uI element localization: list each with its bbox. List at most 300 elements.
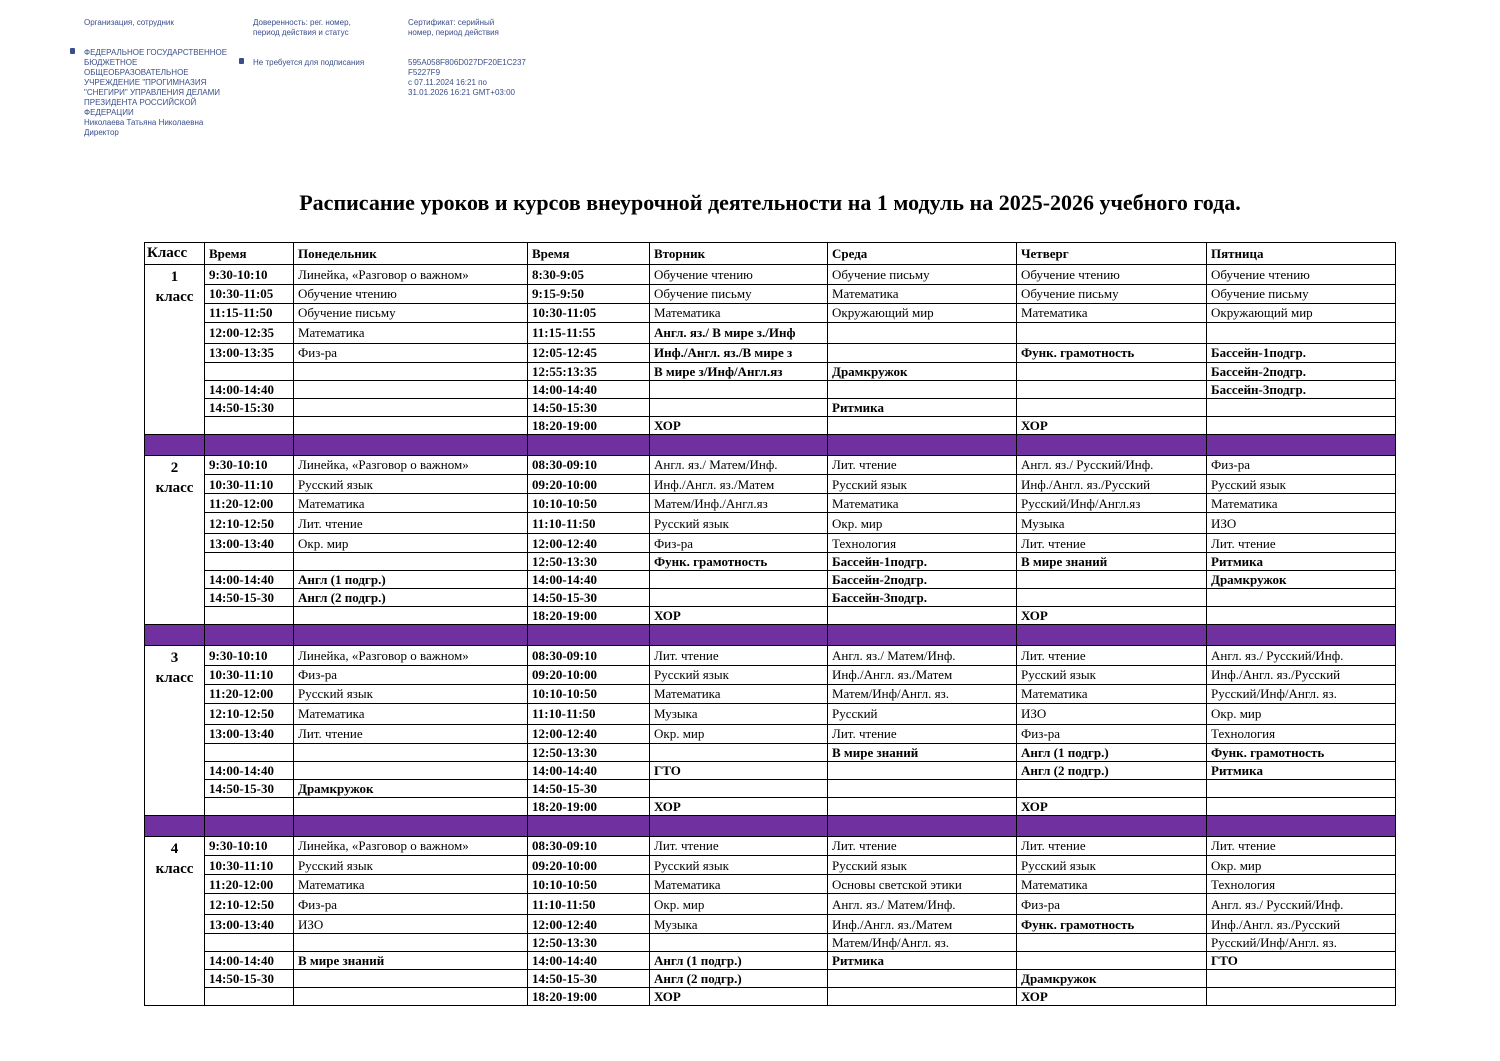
time-cell: [205, 988, 294, 1006]
lesson-cell: Математика: [294, 875, 528, 894]
lesson-cell: Русский язык: [828, 856, 1017, 875]
table-row: [145, 398, 1396, 416]
time-cell: 11:15-11:55: [528, 322, 650, 343]
lesson-cell: Англ. яз./ Русский/Инф.: [1017, 455, 1207, 475]
signature-poa-header-line: период действия и статус: [253, 28, 349, 37]
time-cell: [205, 743, 294, 761]
lesson-cell: Русский/Инф/Англ.яз: [1017, 494, 1207, 513]
separator-cell: [650, 815, 828, 836]
lesson-cell: [1207, 589, 1396, 607]
separator-cell: [528, 625, 650, 646]
time-cell: 09:20-10:00: [528, 665, 650, 684]
signature-cert-line: F5227F9: [408, 68, 441, 77]
table-row: [145, 455, 1396, 475]
signature-cert-line: 595A058F806D027DF20E1C237: [408, 58, 526, 67]
lesson-cell: Лит. чтение: [1017, 534, 1207, 553]
lesson-cell: Музыка: [650, 703, 828, 724]
lesson-cell: Функ. грамотность: [1017, 915, 1207, 934]
lesson-cell: Окр. мир: [1207, 856, 1396, 875]
lesson-cell: Лит. чтение: [650, 646, 828, 666]
time-cell: 14:50-15:30: [528, 398, 650, 416]
lesson-cell: Лит. чтение: [650, 836, 828, 856]
lesson-cell: [294, 743, 528, 761]
lesson-cell: [650, 589, 828, 607]
table-row: [145, 836, 1396, 856]
table-row: [145, 703, 1396, 724]
lesson-cell: [828, 322, 1017, 343]
time-cell: 12:10-12:50: [205, 703, 294, 724]
lesson-cell: Драмкружок: [828, 362, 1017, 380]
lesson-cell: Обучение письму: [1207, 284, 1396, 303]
lesson-cell: Драмкружок: [294, 779, 528, 797]
table-row: [145, 534, 1396, 553]
lesson-cell: [828, 416, 1017, 434]
separator-cell: [1017, 815, 1207, 836]
class-label: [145, 646, 205, 816]
signature-poa-header: [253, 18, 364, 38]
table-row: [145, 607, 1396, 625]
separator-cell: [650, 434, 828, 455]
signature-org-line: Директор: [84, 128, 119, 137]
signature-org-line: УЧРЕЖДЕНИЕ "ПРОГИМНАЗИЯ: [84, 78, 207, 87]
time-cell: 10:10-10:50: [528, 684, 650, 703]
lesson-cell: Ритмика: [1207, 553, 1396, 571]
table-row: [145, 571, 1396, 589]
lesson-cell: Физ-ра: [650, 534, 828, 553]
time-cell: 14:50-15-30: [205, 779, 294, 797]
lesson-cell: [828, 797, 1017, 815]
lesson-cell: Основы светской этики: [828, 875, 1017, 894]
lesson-cell: ХОР: [650, 416, 828, 434]
lesson-cell: Окр. мир: [828, 513, 1017, 534]
time-cell: 9:15-9:50: [528, 284, 650, 303]
time-cell: 08:30-09:10: [528, 455, 650, 475]
signature-cert-header: [408, 18, 526, 38]
lesson-cell: Англ. яз./ Русский/Инф.: [1207, 646, 1396, 666]
time-cell: 14:00-14:40: [205, 380, 294, 398]
lesson-cell: ХОР: [1017, 988, 1207, 1006]
lesson-cell: Физ-ра: [1017, 724, 1207, 743]
lesson-cell: [294, 607, 528, 625]
class-label: [145, 836, 205, 1006]
lesson-cell: Математика: [828, 284, 1017, 303]
lesson-cell: Окружающий мир: [828, 303, 1017, 322]
lesson-cell: Функ. грамотность: [1207, 743, 1396, 761]
lesson-cell: Бассейн-1подгр.: [1207, 343, 1396, 362]
lesson-cell: [828, 779, 1017, 797]
table-row: [145, 589, 1396, 607]
lesson-cell: Инф./Англ. яз./Матем: [828, 915, 1017, 934]
time-cell: 12:50-13:30: [528, 553, 650, 571]
signature-org-value: [84, 48, 227, 138]
table-row: [145, 665, 1396, 684]
lesson-cell: Бассейн-3подгр.: [1207, 380, 1396, 398]
table-row: [145, 475, 1396, 494]
separator-cell: [650, 625, 828, 646]
lesson-cell: [828, 343, 1017, 362]
lesson-cell: [1017, 571, 1207, 589]
lesson-cell: ИЗО: [1207, 513, 1396, 534]
lesson-cell: [1207, 398, 1396, 416]
table-row: [145, 894, 1396, 915]
lesson-cell: Англ. яз./ Матем/Инф.: [828, 646, 1017, 666]
lesson-cell: Англ (2 подгр.): [294, 589, 528, 607]
table-row: [145, 343, 1396, 362]
class-label-line: класс: [155, 860, 194, 877]
signature-certificate: [408, 18, 526, 98]
time-cell: 14:00-14:40: [205, 761, 294, 779]
separator-cell: [145, 625, 205, 646]
lesson-cell: Обучение чтению: [294, 284, 528, 303]
lesson-cell: Обучение письму: [1017, 284, 1207, 303]
lesson-cell: Математика: [650, 875, 828, 894]
separator-cell: [294, 625, 528, 646]
lesson-cell: Матем/Инф/Англ. яз.: [828, 684, 1017, 703]
lesson-cell: Физ-ра: [294, 665, 528, 684]
separator-cell: [828, 434, 1017, 455]
table-row: [145, 724, 1396, 743]
class-label-line: класс: [155, 479, 194, 496]
lesson-cell: Русский язык: [294, 684, 528, 703]
lesson-cell: Технология: [1207, 875, 1396, 894]
lesson-cell: Обучение чтению: [1017, 265, 1207, 285]
lesson-cell: Линейка, «Разговор о важном»: [294, 455, 528, 475]
lesson-cell: ИЗО: [294, 915, 528, 934]
lesson-cell: В мире знаний: [1017, 553, 1207, 571]
separator-cell: [1017, 434, 1207, 455]
lesson-cell: Окружающий мир: [1207, 303, 1396, 322]
lesson-cell: [294, 970, 528, 988]
lesson-cell: Англ. яз./ В мире з./Инф: [650, 322, 828, 343]
time-cell: 14:50-15-30: [528, 779, 650, 797]
separator-cell: [294, 815, 528, 836]
signature-power-of-attorney: [253, 18, 364, 68]
lesson-cell: ХОР: [650, 607, 828, 625]
lesson-cell: [294, 362, 528, 380]
time-cell: 14:50-15-30: [205, 970, 294, 988]
lesson-cell: ХОР: [650, 988, 828, 1006]
class-separator-row: [145, 434, 1396, 455]
separator-cell: [145, 434, 205, 455]
lesson-cell: Математика: [650, 303, 828, 322]
lesson-cell: [1017, 952, 1207, 970]
time-cell: 11:15-11:50: [205, 303, 294, 322]
lesson-cell: [650, 743, 828, 761]
lesson-cell: Линейка, «Разговор о важном»: [294, 646, 528, 666]
lesson-cell: [1207, 970, 1396, 988]
lesson-cell: Бассейн-1подгр.: [828, 553, 1017, 571]
time-cell: [205, 934, 294, 952]
lesson-cell: [650, 398, 828, 416]
lesson-cell: Лит. чтение: [828, 724, 1017, 743]
schedule-table: [144, 242, 1396, 1006]
class-separator-row: [145, 815, 1396, 836]
time-cell: 09:20-10:00: [528, 475, 650, 494]
lesson-cell: [294, 988, 528, 1006]
class-label-line: 3: [170, 650, 179, 666]
lesson-cell: [294, 416, 528, 434]
time-cell: 12:50-13:30: [528, 934, 650, 952]
lesson-cell: Окр. мир: [1207, 703, 1396, 724]
class-label: [145, 265, 205, 435]
time-cell: 10:30-11:10: [205, 856, 294, 875]
lesson-cell: [294, 797, 528, 815]
separator-cell: [205, 625, 294, 646]
lesson-cell: [650, 779, 828, 797]
time-cell: 12:55:13:35: [528, 362, 650, 380]
lesson-cell: В мире знаний: [294, 952, 528, 970]
lesson-cell: Обучение письму: [650, 284, 828, 303]
lesson-cell: Лит. чтение: [828, 836, 1017, 856]
lesson-cell: [1017, 362, 1207, 380]
separator-cell: [145, 815, 205, 836]
seal-icon: [70, 48, 75, 54]
lesson-cell: Лит. чтение: [1207, 534, 1396, 553]
class-label-line: класс: [155, 670, 194, 686]
lesson-cell: Технология: [828, 534, 1017, 553]
separator-cell: [1017, 625, 1207, 646]
class-separator-row: [145, 625, 1396, 646]
lesson-cell: [650, 380, 828, 398]
lesson-cell: [1017, 398, 1207, 416]
time-cell: [205, 797, 294, 815]
lesson-cell: Обучение чтению: [1207, 265, 1396, 285]
time-cell: [205, 362, 294, 380]
signature-org-line: ОБЩЕОБРАЗОВАТЕЛЬНОЕ: [84, 68, 189, 77]
lesson-cell: Бассейн-3подгр.: [828, 589, 1017, 607]
lesson-cell: Русский язык: [828, 475, 1017, 494]
lesson-cell: Физ-ра: [294, 343, 528, 362]
time-cell: 8:30-9:05: [528, 265, 650, 285]
lesson-cell: Русский язык: [650, 665, 828, 684]
signature-org-line: "СНЕГИРИ" УПРАВЛЕНИЯ ДЕЛАМИ: [84, 88, 221, 97]
time-cell: 08:30-09:10: [528, 646, 650, 666]
signature-org-line: БЮДЖЕТНОЕ: [84, 58, 138, 67]
separator-cell: [828, 625, 1017, 646]
table-row: [145, 380, 1396, 398]
signature-org-header: Организация, сотрудник: [84, 18, 174, 27]
lesson-cell: Математика: [294, 703, 528, 724]
lesson-cell: Лит. чтение: [1017, 646, 1207, 666]
lesson-cell: Математика: [1207, 494, 1396, 513]
time-cell: 14:00-14:40: [528, 952, 650, 970]
time-cell: 9:30-10:10: [205, 836, 294, 856]
time-cell: 14:50-15-30: [205, 589, 294, 607]
lesson-cell: [1017, 322, 1207, 343]
separator-cell: [205, 434, 294, 455]
lesson-cell: Физ-ра: [1017, 894, 1207, 915]
table-row: [145, 915, 1396, 934]
lesson-cell: Драмкружок: [1017, 970, 1207, 988]
lesson-cell: Русский язык: [650, 513, 828, 534]
lesson-cell: Англ (2 подгр.): [1017, 761, 1207, 779]
lesson-cell: Математика: [1017, 303, 1207, 322]
lesson-cell: В мире знаний: [828, 743, 1017, 761]
header-thursday: Четверг: [1017, 243, 1207, 265]
document-icon: [239, 58, 244, 64]
lesson-cell: Лит. чтение: [1017, 836, 1207, 856]
time-cell: 10:30-11:05: [528, 303, 650, 322]
lesson-cell: Инф./Англ. яз./В мире з: [650, 343, 828, 362]
table-row: [145, 743, 1396, 761]
lesson-cell: [294, 398, 528, 416]
separator-cell: [1207, 434, 1396, 455]
separator-cell: [294, 434, 528, 455]
lesson-cell: Англ (1 подгр.): [1017, 743, 1207, 761]
lesson-cell: Математика: [294, 494, 528, 513]
lesson-cell: [1017, 779, 1207, 797]
signature-org-line: ПРЕЗИДЕНТА РОССИЙСКОЙ: [84, 98, 197, 107]
table-row: [145, 265, 1396, 285]
lesson-cell: Матем/Инф/Англ. яз.: [828, 934, 1017, 952]
lesson-cell: Англ. яз./ Матем/Инф.: [650, 455, 828, 475]
time-cell: 12:00-12:40: [528, 915, 650, 934]
header-row: [145, 243, 1396, 265]
time-cell: 09:20-10:00: [528, 856, 650, 875]
lesson-cell: ГТО: [650, 761, 828, 779]
lesson-cell: Англ. яз./ Русский/Инф.: [1207, 894, 1396, 915]
time-cell: 12:00-12:40: [528, 534, 650, 553]
lesson-cell: Математика: [1017, 684, 1207, 703]
time-cell: 12:10-12:50: [205, 894, 294, 915]
separator-cell: [828, 815, 1017, 836]
lesson-cell: Лит. чтение: [828, 455, 1017, 475]
lesson-cell: [1017, 934, 1207, 952]
lesson-cell: [650, 934, 828, 952]
time-cell: 10:30-11:05: [205, 284, 294, 303]
lesson-cell: Драмкружок: [1207, 571, 1396, 589]
lesson-cell: Русский язык: [1017, 665, 1207, 684]
separator-cell: [528, 815, 650, 836]
lesson-cell: Англ (2 подгр.): [650, 970, 828, 988]
lesson-cell: Англ (1 подгр.): [650, 952, 828, 970]
time-cell: 12:10-12:50: [205, 513, 294, 534]
time-cell: 12:00-12:35: [205, 322, 294, 343]
header-tuesday: Вторник: [650, 243, 828, 265]
lesson-cell: Линейка, «Разговор о важном»: [294, 265, 528, 285]
lesson-cell: Линейка, «Разговор о важном»: [294, 836, 528, 856]
time-cell: 11:20-12:00: [205, 684, 294, 703]
signature-cert-header-line: Сертификат: серийный: [408, 18, 495, 27]
lesson-cell: Обучение письму: [294, 303, 528, 322]
lesson-cell: Инф./Англ. яз./Русский: [1207, 665, 1396, 684]
lesson-cell: Бассейн-2подгр.: [1207, 362, 1396, 380]
lesson-cell: Англ. яз./ Матем/Инф.: [828, 894, 1017, 915]
table-row: [145, 416, 1396, 434]
lesson-cell: Функ. грамотность: [650, 553, 828, 571]
time-cell: 18:20-19:00: [528, 988, 650, 1006]
time-cell: 11:10-11:50: [528, 513, 650, 534]
lesson-cell: Русский язык: [650, 856, 828, 875]
lesson-cell: [1017, 380, 1207, 398]
signature-poa-value: [253, 58, 364, 68]
table-row: [145, 684, 1396, 703]
lesson-cell: Ритмика: [828, 952, 1017, 970]
table-row: [145, 875, 1396, 894]
separator-cell: [528, 434, 650, 455]
header-class: Класс: [145, 243, 205, 265]
lesson-cell: [294, 553, 528, 571]
signature-org-line: ФЕДЕРАЦИИ: [84, 108, 134, 117]
header-time-monday: Время: [205, 243, 294, 265]
lesson-cell: В мире з/Инф/Англ.яз: [650, 362, 828, 380]
lesson-cell: Технология: [1207, 724, 1396, 743]
table-row: [145, 952, 1396, 970]
time-cell: 14:00-14:40: [205, 952, 294, 970]
time-cell: 10:10-10:50: [528, 875, 650, 894]
lesson-cell: [1207, 322, 1396, 343]
time-cell: 12:50-13:30: [528, 743, 650, 761]
time-cell: 11:10-11:50: [528, 703, 650, 724]
class-label-line: 4: [170, 840, 179, 857]
lesson-cell: [828, 761, 1017, 779]
signature-poa-text: Не требуется для подписания: [253, 58, 365, 67]
lesson-cell: Окр. мир: [294, 534, 528, 553]
time-cell: 11:10-11:50: [528, 894, 650, 915]
separator-cell: [1207, 815, 1396, 836]
lesson-cell: ХОР: [1017, 607, 1207, 625]
lesson-cell: [1207, 988, 1396, 1006]
time-cell: 14:50-15:30: [205, 398, 294, 416]
time-cell: [205, 416, 294, 434]
lesson-cell: Обучение письму: [828, 265, 1017, 285]
lesson-cell: Бассейн-2подгр.: [828, 571, 1017, 589]
time-cell: 11:20-12:00: [205, 494, 294, 513]
time-cell: 9:30-10:10: [205, 455, 294, 475]
time-cell: 12:05-12:45: [528, 343, 650, 362]
time-cell: 14:50-15-30: [528, 589, 650, 607]
signature-cert-line: с 07.11.2024 16:21 по: [408, 78, 487, 87]
signature-organization: [84, 18, 227, 138]
lesson-cell: Матем/Инф./Англ.яз: [650, 494, 828, 513]
lesson-cell: Ритмика: [828, 398, 1017, 416]
signature-cert-value: [408, 58, 526, 98]
time-cell: 18:20-19:00: [528, 607, 650, 625]
time-cell: 18:20-19:00: [528, 416, 650, 434]
class-label-line: 1: [170, 269, 179, 285]
lesson-cell: [828, 607, 1017, 625]
time-cell: 08:30-09:10: [528, 836, 650, 856]
lesson-cell: Функ. грамотность: [1017, 343, 1207, 362]
header-monday: Понедельник: [294, 243, 528, 265]
signature-cert-line: 31.01.2026 16:21 GMT+03:00: [408, 88, 515, 97]
lesson-cell: ХОР: [1017, 416, 1207, 434]
lesson-cell: Англ (1 подгр.): [294, 571, 528, 589]
lesson-cell: [650, 571, 828, 589]
class-label-line: 2: [170, 459, 179, 476]
lesson-cell: Математика: [294, 322, 528, 343]
header-friday: Пятница: [1207, 243, 1396, 265]
lesson-cell: Русский язык: [294, 856, 528, 875]
lesson-cell: [294, 380, 528, 398]
page-title: Расписание уроков и курсов внеурочной деятельности на 1 модуль на 2025-2026 учебного года.: [299, 190, 1241, 215]
header-time: Время: [528, 243, 650, 265]
lesson-cell: ХОР: [1017, 797, 1207, 815]
lesson-cell: Окр. мир: [650, 894, 828, 915]
lesson-cell: Музыка: [650, 915, 828, 934]
time-cell: 14:00-14:40: [528, 571, 650, 589]
lesson-cell: [294, 934, 528, 952]
lesson-cell: ИЗО: [1017, 703, 1207, 724]
lesson-cell: Лит. чтение: [1207, 836, 1396, 856]
table-row: [145, 646, 1396, 666]
lesson-cell: Инф./Англ. яз./Русский: [1017, 475, 1207, 494]
table-row: [145, 322, 1396, 343]
table-row: [145, 761, 1396, 779]
lesson-cell: Инф./Англ. яз./Матем: [650, 475, 828, 494]
lesson-cell: Инф./Англ. яз./Матем: [828, 665, 1017, 684]
signature-cert-header-line: номер, период действия: [408, 28, 499, 37]
